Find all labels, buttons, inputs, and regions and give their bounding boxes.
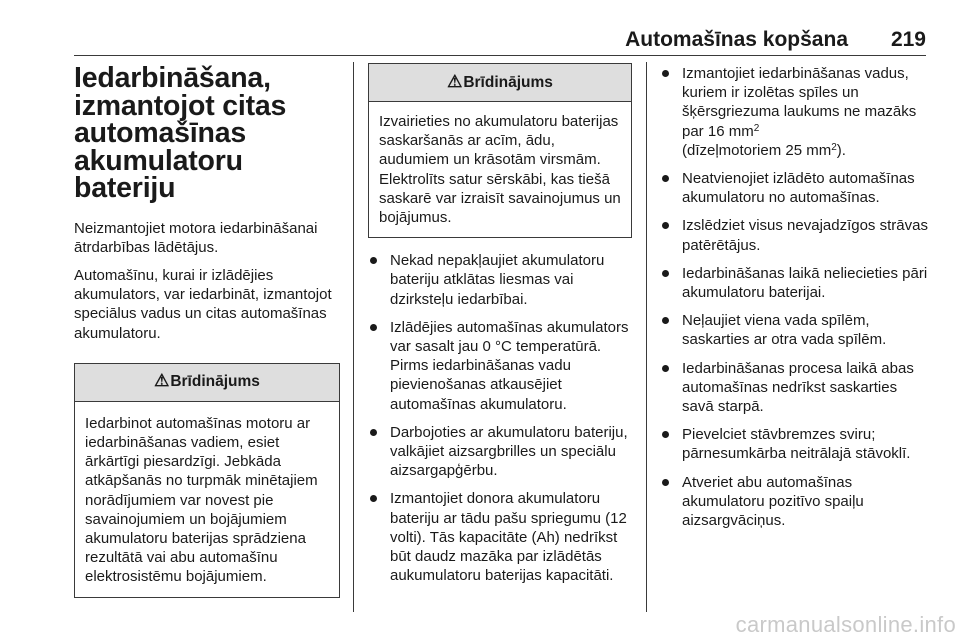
bullet-dot-icon xyxy=(662,270,669,277)
section-title: Automašīnas kopšana xyxy=(625,28,848,51)
bullet-list xyxy=(660,64,930,530)
list-item-text: Izlādējies automašīnas akumulators var sasalt jau 0 °C temperatūrā. Pirms iedarbināšanas vadu pievienošanas atkausējiet automašīnas akumulatoru. xyxy=(390,318,629,413)
superscript: 2 xyxy=(831,141,837,153)
bullet-dot-icon xyxy=(370,257,377,264)
list-item xyxy=(660,359,930,417)
warning-box xyxy=(74,363,340,598)
bullet-dot-icon xyxy=(662,479,669,486)
list-item xyxy=(660,425,930,463)
list-item-text: Nekad nepakļaujiet akumulatoru bateriju atklātas liesmas vai dzirksteļu iedarbībai. xyxy=(390,252,605,308)
list-item-text: Pievelciet stāvbremzes sviru; pārnesumkārba neitrālajā stāvoklī. xyxy=(682,426,911,463)
column-right xyxy=(660,63,930,539)
page-title: Iedarbināšana, izmantojot citas automašīnas akumulatoru bateriju xyxy=(74,62,287,204)
list-item-text: Izslēdziet visus nevajadzīgos strāvas patērētājus. xyxy=(682,217,928,254)
page-header xyxy=(74,26,926,56)
page-number: 219 xyxy=(890,28,926,51)
list-item-text: (dīzeļmotoriem 25 mm xyxy=(682,141,832,159)
bullet-dot-icon xyxy=(662,317,669,324)
warning-header xyxy=(75,364,339,402)
list-item-text: Darbojoties ar akumulatoru bateriju, valkājiet aizsargbrilles un speciālu aizsargapģērbu. xyxy=(390,423,628,480)
warning-header xyxy=(369,64,631,102)
list-item-text: Neatvienojiet izlādēto automašīnas akumulatoru no automašīnas. xyxy=(682,170,915,207)
warning-triangle-icon: ⚠ xyxy=(447,71,463,91)
list-item xyxy=(368,423,632,481)
list-item-text: Iedarbināšanas laikā neliecieties pāri akumulatoru baterijai. xyxy=(682,264,928,302)
list-item xyxy=(660,311,930,349)
list-item xyxy=(368,318,632,414)
list-item xyxy=(660,473,930,531)
warning-text: Izvairieties no akumulatoru baterijas saskaršanās ar acīm, ādu, audumiem un krāsotām virsmām. Elektrolīts satur sērskābi, kas tiešā saskarē var izraisīt savainojumus un bojājumus. xyxy=(379,113,621,227)
warning-title: Brīdinājums xyxy=(170,373,260,391)
list-item-text: Neļaujiet viena vada spīlēm, saskarties ar otra vada spīlēm. xyxy=(682,312,887,349)
warning-title: Brīdinājums xyxy=(463,73,553,91)
column-middle xyxy=(368,63,632,594)
list-item-text: Izmantojiet iedarbināšanas vadus, kuriem ir izolētas spīles un šķērsgriezuma laukums ne mazāks par 16 mm xyxy=(682,65,917,140)
column-divider xyxy=(353,62,354,612)
bullet-dot-icon xyxy=(662,222,669,229)
list-item-text: Iedarbināšanas procesa laikā abas automašīnas nedrīkst saskarties savā starpā. xyxy=(682,359,914,416)
bullet-dot-icon xyxy=(662,365,669,372)
bullet-list xyxy=(368,251,632,585)
list-item xyxy=(368,489,632,585)
warning-text: Iedarbinot automašīnas motoru ar iedarbināšanas vadiem, esiet ārkārtīgi piesardzīgi. Jebkāda atkāpšanās no turpmāk minētajiem norādījumiem var novest pie savainojumiem un bojājumiem akumulatoru baterijas sprādziena rezultātā vai abu automašīnu elektrosistēmu bojājumiem. xyxy=(85,414,318,586)
column-left xyxy=(74,63,340,598)
list-item xyxy=(660,264,930,302)
column-divider xyxy=(646,62,647,612)
bullet-dot-icon xyxy=(662,70,669,77)
watermark: carmanualsonline.info xyxy=(735,612,956,637)
list-item xyxy=(660,64,930,160)
superscript: 2 xyxy=(753,122,760,134)
bullet-dot-icon xyxy=(370,324,377,331)
warning-box xyxy=(368,63,632,238)
list-item xyxy=(368,251,632,309)
list-item-text: Izmantojiet donora akumulatoru bateriju ar tādu pašu spriegumu (12 volti). Tās kapacitāte (Ah) nedrīkst būt daudz mazāka par izlādētās aukumulatoru baterijas kapacitāti. xyxy=(390,490,627,585)
bullet-dot-icon xyxy=(662,431,669,438)
list-item-text: Atveriet abu automašīnas akumulatoru pozitīvo spaiļu aizsargvāciņus. xyxy=(682,473,864,530)
list-item xyxy=(660,169,930,207)
bullet-dot-icon xyxy=(370,429,377,436)
list-item-text: ). xyxy=(836,141,846,159)
list-item xyxy=(660,216,930,254)
intro-paragraph: Neizmantojiet motora iedarbināšanai ātrdarbības lādētājus. xyxy=(74,219,318,256)
description-paragraph: Automašīnu, kurai ir izlādējies akumulators, var iedarbināt, izmantojot speciālus vadus un citas automašīnas akumulatoru. xyxy=(74,266,332,342)
bullet-dot-icon xyxy=(662,175,669,182)
warning-triangle-icon: ⚠ xyxy=(154,371,170,391)
bullet-dot-icon xyxy=(370,495,377,502)
